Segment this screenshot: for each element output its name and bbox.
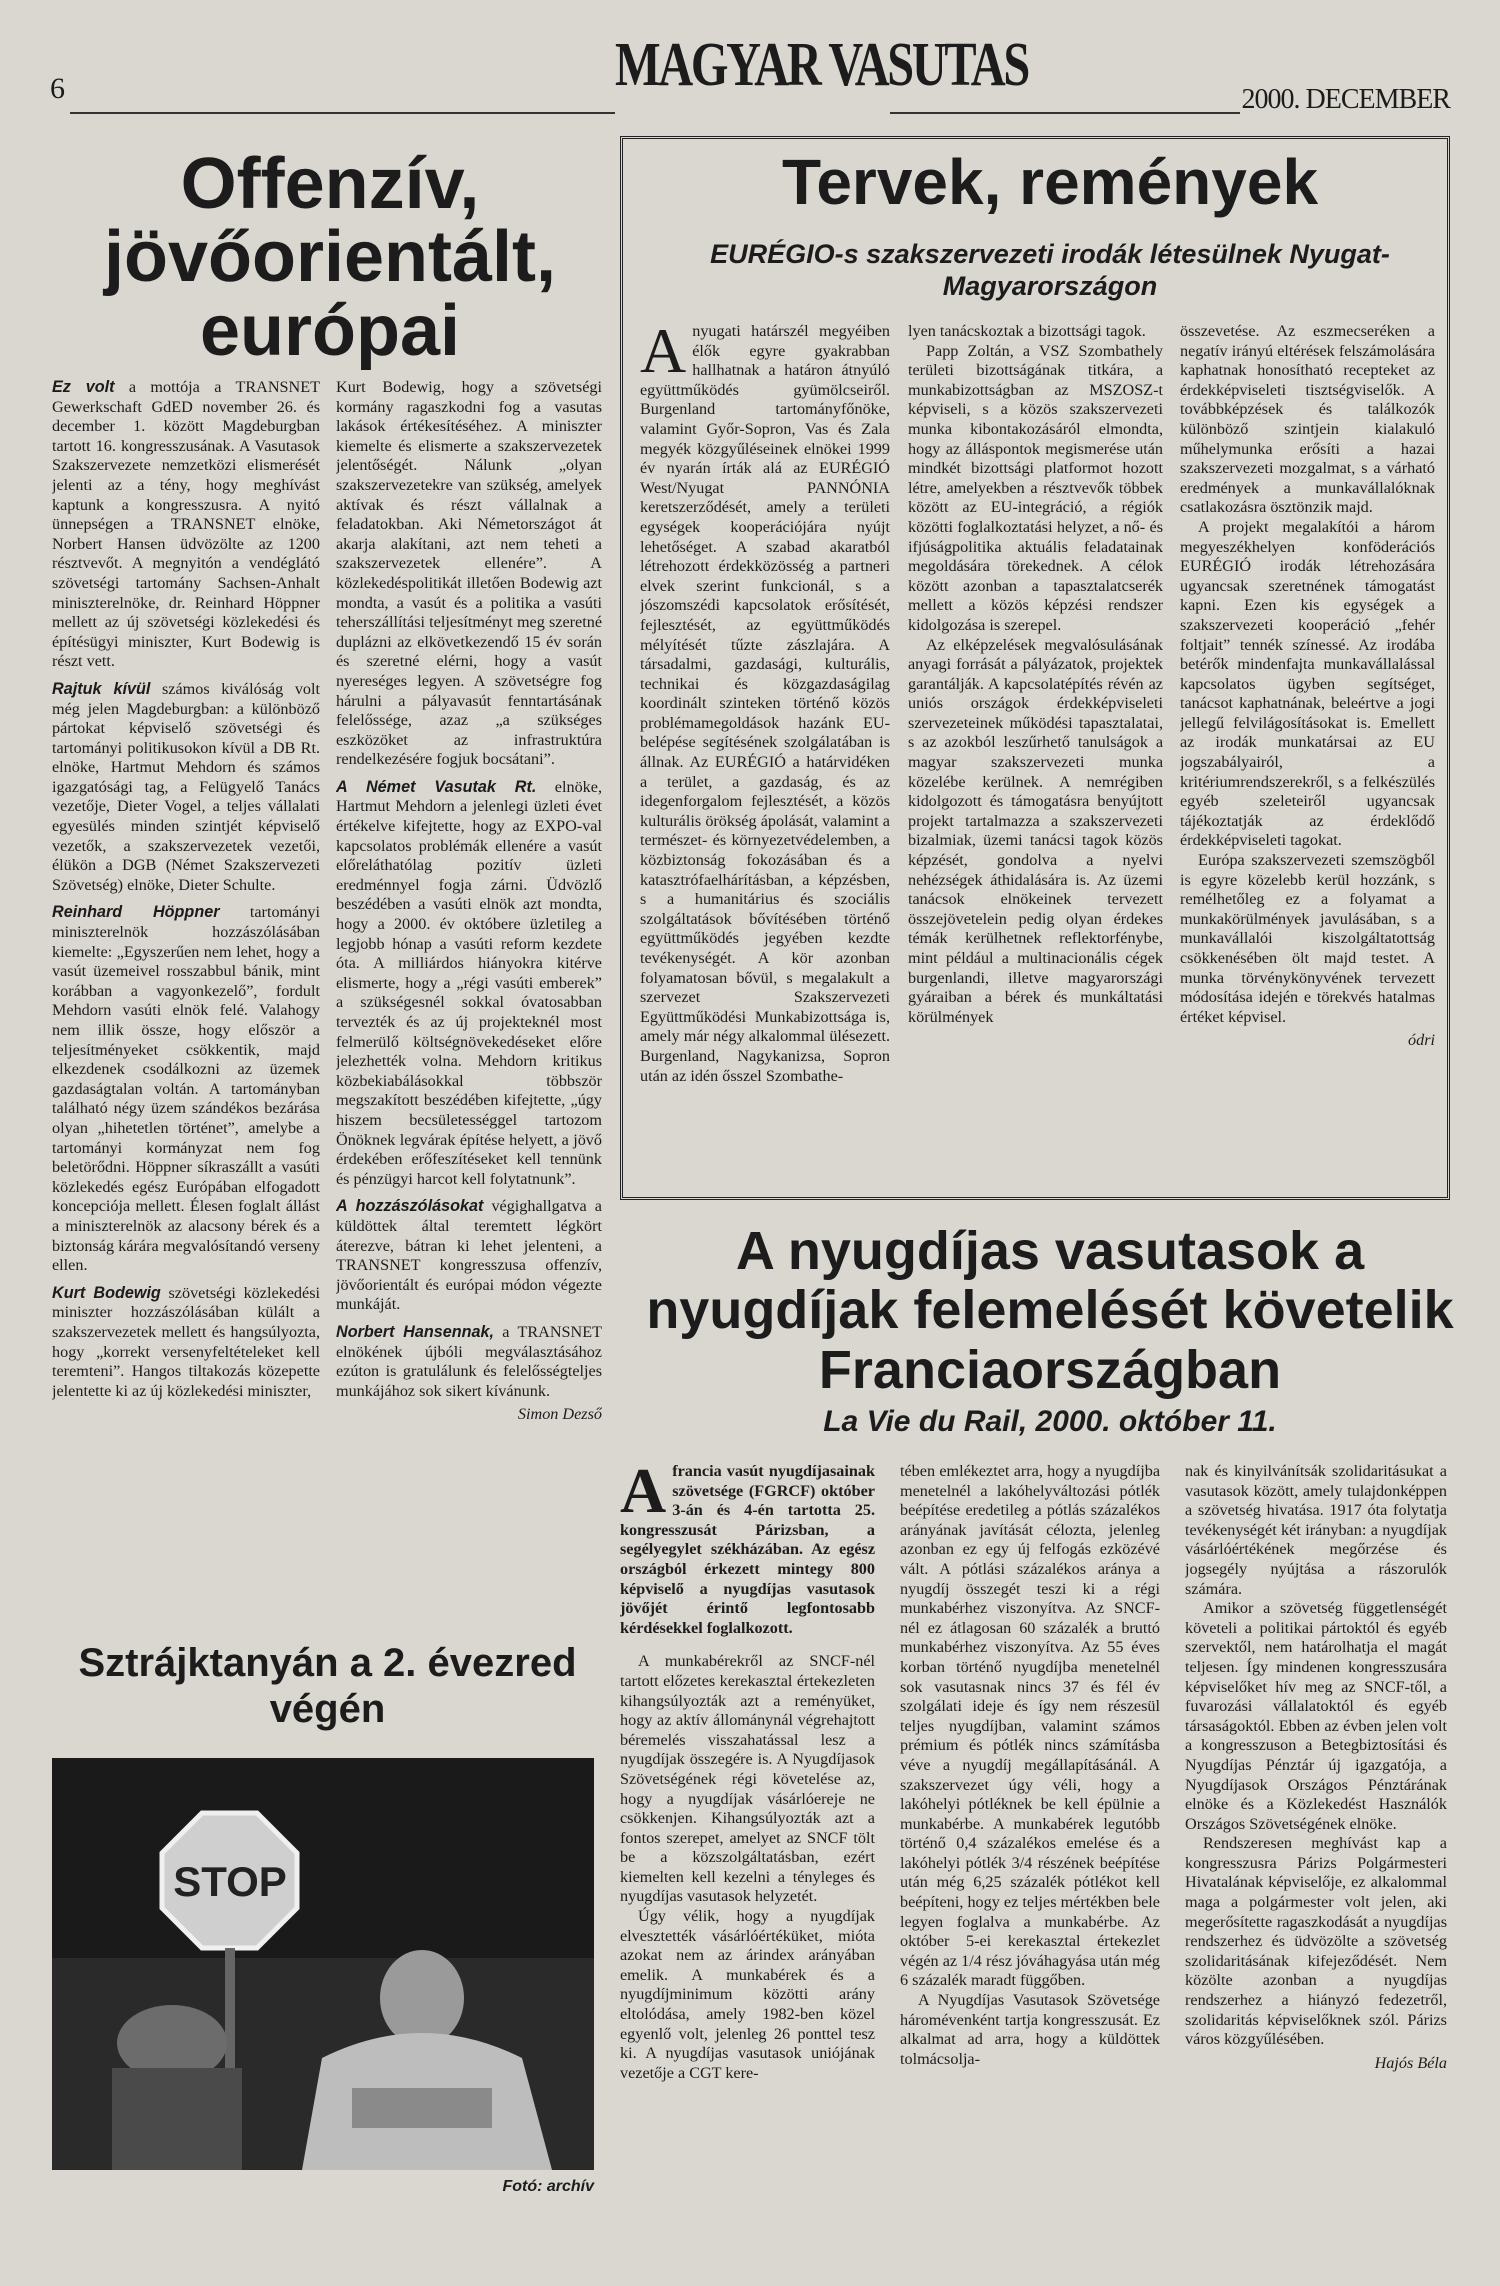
header-rule-right: [890, 112, 1240, 114]
masthead: MAGYAR VASUTAS: [615, 31, 1028, 99]
nyugdijas-lead: Afrancia vasút nyugdíjasainak szövetsége (FGRCF) október 3-án és 4-én tartotta 25. kongresszusát Párizsban, a segélyegylet székházában. Az egész országból érkezett mintegy 800 képviselő a nyugdíjas vasutasok jövőjét érintő legfontosabb kérdésekkel foglalkozott.: [620, 1462, 875, 1637]
issue-date: 2000. DECEMBER: [1241, 84, 1450, 115]
tervek-paragraph: Az elképzelések megvalósulásának anyagi forrását a pályázatok, projektek garantálják. A kapcsolatépítés révén az uniós országok érdekképviseleti szervezeteinek működési tapasztalatai, s az azokból leszűrhető tanulságok a magyar szakszervezeti munka közelébe kerülnek. A nemrégiben kidolgozott és támogatásra benyújtott projekt tartalmazza a szakszervezeti bizalmiak, üzemi tanácsi tagok közös képzését, gondolva a nyelvi nehézségek áthidalására is. Az üzemi tanácsok elnökeinek tervezett összejövetelein pedig olyan érdekes témák kerülhetnek reflektorfénybe, mint például a multinacionális cégek burgenlandi, illetve magyarországi gyáraiban a bérek és munkáltatási körülmények: [908, 635, 1163, 1026]
tervek-headline: Tervek, remények: [781, 146, 1319, 218]
nyugdijas-headline: A nyugdíjas vasutasok a nyugdíjak felemelését követelik Franciaországban: [646, 1221, 1454, 1400]
tervek-subheadline: EURÉGIO-s szakszervezeti irodák létesülnek Nyugat-Magyarországon: [710, 239, 1390, 302]
nyugdijas-paragraph: Úgy vélik, hogy a nyugdíjak elvesztették vásárlóértéküket, mióta azokat nem az árindex arányában emelik. A munkabérek és a nyugdíjminimum közötti arány eltolódása, amely 1982-ben közel egyenlő volt, jelenleg 26 ponttel tesz ki. A nyugdíjas vasutasok uniójának vezetője a CGT kere-: [620, 1907, 875, 2082]
tervek-column-2: [908, 322, 1163, 1192]
nyugdijas-signature: Hajós Béla: [1374, 2053, 1447, 2072]
nyugdijas-source: La Vie du Rail, 2000. október 11.: [823, 1405, 1277, 1438]
offenziv-paragraph: Ez volt a mottója a TRANSNET Gewerkschaft GdED november 26. és december 1. között Magdeburgban tartott 16. kongresszusának. A Vasutasok Szakszervezete nemzetközi elismerését jelenti az a tény, hogy meghívást kaptunk a kongresszusra. A nyitó ünnepségen a TRANSNET elnöke, Norbert Hansen üdvözölte az 1200 résztvevőt. A megnyitón a vendéglátó szövetségi tartomány Sachsen-Anhalt miniszterelnöke, dr. Reinhard Höppner mellett az új szövetségi közlekedési és építésügyi miniszter, Kurt Bodewig is részt vett.: [52, 378, 320, 671]
offenziv-column-1: [52, 378, 320, 1608]
dropcap: A: [640, 322, 687, 386]
offenziv-column-2: [336, 378, 602, 1618]
nyugdijas-column-3: [1185, 1462, 1447, 2262]
nyugdijas-paragraph: Rendszeresen meghívást kap a kongresszusra Párizs Polgármesteri Hivatalának képviselője, ez alkalommal maga a polgármester volt jelen, aki megerősítette ragaszkodását a nyugdíjas rendszerhez és üdvözölte a szövetség szolidaritásának kifejeződését. Nem közölte azonban a nyugdíjas rendszerhez a hiányzó fedezetről, szolidaritás képviselőknek szól. Párizs város közgyűlésében.: [1185, 1834, 1447, 2049]
offenziv-paragraph: A hozzászólásokat végighallgatva a küldöttek által teremtett légkört áterezve, bátran ki lehet jelenteni, a TRANSNET kongresszusa offenzív, jövőorientált és európai módon végezte munkáját.: [336, 1197, 602, 1314]
strike-photo-illustration: [52, 1758, 594, 2170]
tervek-column-1: [640, 322, 890, 1192]
tervek-paragraph: Európa szakszervezeti szemszögből is egyre közelebb kerül hozzánk, s remélhetőleg ez a folyamat a munkakörülmények javulásában, s a munkavállalói kiszolgáltatottság csökkenésében ölt majd testet. A munka törvénykönyvének tervezett módosítása idején e törekvés hatalmas értéket képvisel.: [1180, 851, 1435, 1026]
offenziv-paragraph: Rajtuk kívül számos kiválóság volt még jelen Magdeburgban: a különböző pártokat képviselő szövetségi és tartományi politikusokon kívül a DB Rt. elnöke, Hartmut Mehdorn és számos igazgatósági tag, a Felügyelő Tanács vezetője, Dieter Vogel, a teljes vállalati egyesülés minden szintjét képviselő vezetők, a szakszervezetek vezetői, élükön a DGB (Német Szakszervezeti Szövetség) elnöke, Dieter Schulte.: [52, 679, 320, 894]
nyugdijas-paragraph: A munkabérekről az SNCF-nél tartott előzetes kerekasztal értekezleten kihangsúlyozták azt a reményüket, hogy az aktív állománynál végrehajtott béremelés visszahatással lesz a nyugdíjak összegére is. A Nyugdíjasok Szövetségének régi követelése az, hogy a nyugdíjak vásárlóereje ne csökkenjen. Kihangsúlyozták azt a fontos szerepet, amelyet az SNCF tölt be a közszolgáltatásban, ezért kiemelten kell kezelni a tényleges és nyugdíjas vasutasok helyzetét.: [620, 1652, 875, 1906]
tervek-paragraph: Anyugati határszél megyéiben élők egyre gyakrabban hallhatnak a határon átnyúló együttműködés gyümölcseiről. Burgenland tartományfőnöke, valamint Győr-Sopron, Vas és Zala megyék közgyűléseinek elnökei 1999 év nyarán írták alá az EURÉGIÓ West/Nyugat PANNÓNIA keretszerződését, amely a területi egységek kooperációjára nyújt lehetőséget. A szabad akaratból létrehozott érdekközösség a partneri elvek szerint funkcionál, s a jószomszédi kapcsolatok erősítését, fejlesztését, az együttműködés mélyítését tűzte zászlajára. A társadalmi, gazdasági, kulturális, technikai és közgazdaságilag koordinált szinteken történő közös problémamegoldások hazánk EU-belépése segítésének szolgálatában is állnak. Az EURÉGIÓ a határvidéken a terület, a gazdaság, és az idegenforgalom fejlesztését, a közös kulturális örökség ápolását, valamint a természet- és környezetvédelemben, a közbiztonság fokozásában és a katasztrófaelhárításban, a képzésben, s a humanitárius és szociális szolgáltatások bővítésében történő együttműködés jegyében kezdte tevékenységét. A kör azonban folyamatosan bővül, s megalakult a szervezet Szakszervezeti Együttműködési Munkabizottsága is, amely már négy alkalommal ülésezett. Burgenland, Nagykanizsa, Sopron után az idén ősszel Szombathe-: [640, 322, 890, 1085]
nyugdijas-column-2: [900, 1462, 1160, 2262]
nyugdijas-paragraph: Amikor a szövetség függetlenségét követeli a politikai pártoktól és egyéb szervektől, nem határolhatja el magát teljesen. Így mindenen kongresszusára képviselőket hív meg az SNCF-től, a fuvarozási vállalatoktól és egyéb társaságoktól. Ebben az évben jelen volt a kongresszuson a Betegbiztosítási és Nyugdíjas Pénztár új igazgatója, a Nyugdíjasok Országos Pénztárának elnöke és a Közlekedést Használók Országos Szövetségének elnöke.: [1185, 1599, 1447, 1833]
dropcap: A: [620, 1462, 667, 1526]
nyugdijas-paragraph: tében emlékeztet arra, hogy a nyugdíjba menetelnél a lakóhelyváltozási pótlék beépítése eredetileg a pótlás százalékos arányának javítását célozta, jelenleg azonban ez egy új felfogás ezközévé vált. A pótlási százalékos aránya a nyugdíj összegét teszi ki a régi munkabérhez viszonyítva. Az SNCF-nél ez átlagosan 60 százalék a bruttó munkabérhez viszonyítva. Az 55 éves korban történő nyugdíjba menetelnél sok vasutasnak nincs 37 és fél év szolgálati ideje és így nem részesül teljes nyugdíjban, valamint számos prémium és pótlék nincs számításba véve a nyugdíj megállapításánál. A szakszervezet úgy véli, hogy a lakóhelyi pótléknek be kell épülnie a munkabérbe. A munkabérek legutóbb történő 0,4 százalékos emelése és a lakóhelyi pótlék 3/4 részének beépítése után még 6,25 százalék pótlékot kell beépíteni, hogy ez teljes mértékben bele legyen foglalva a munkabérbe. Az október 5-ei kerekasztal értekezlet végén az 1/4 rész jóváhagyása után még 6 százalék maradt függőben.: [900, 1462, 1160, 1990]
tervek-signature: ódri: [1408, 1031, 1435, 1050]
offenziv-headline: Offenzív, jövőorientált, európai: [103, 144, 557, 371]
nyugdijas-paragraph: nak és kinyilvánítsák szolidaritásukat a vasutasok között, amely tulajdonképpen a szövetség hivatása. 1917 óta folytatja tevékenységét két irányban: a nyugdíjak vásárlóértékének megőrzése és jogsegély nyújtása a rászorulók számára.: [1185, 1462, 1447, 1598]
nyugdijas-column-1: [620, 1462, 875, 2262]
photo-credit: Fotó: archív: [502, 2178, 594, 2195]
offenziv-paragraph: Reinhard Höppner tartományi miniszterelnök hozzászólásában kiemelte: „Egyszerűen nem lehet, hogy a vasút üzemeivel rosszabbul bánik, mint korábban a vagyonkezelő”, fordult Mehdorn vasúti elnök felé. Valahogy nem illik össze, hogy először a teljesítményeket csökkentik, majd elkezdenek csodálkozni az üzemek gazdaságtalan voltán. A tartományban található négy üzem szándékos bezárása olyan „hihetetlen történet”, amelybe a tartományi kormányzat nem fog beletörődni. Höppner síkraszállt a vasúti közlekedés egész Európában elfogadott koncepciója mellett. Élesen foglalt állást a miniszterelnök az alacsony bérek és a biztonság kárára megvalósítandó verseny ellen.: [52, 903, 320, 1275]
offenziv-paragraph: Kurt Bodewig szövetségi közlekedési miniszter hozzászólásában külált a szakszervezetek mellett és hangsúlyozta, hogy „korrekt versenyfeltételeket kell teremteni”. Hangos tiltakozás közepette jelentette ki az új közlekedési miniszter,: [52, 1283, 320, 1400]
nyugdijas-paragraph: A Nyugdíjas Vasutasok Szövetsége háromévenként tartja kongresszusát. Ez alkalmat ad arra, hogy a küldöttek tolmácsolja-: [900, 1991, 1160, 2068]
stop-sign-text: STOP: [173, 1858, 287, 1905]
tervek-paragraph: Papp Zoltán, a VSZ Szombathely területi bizottságának titkára, a munkabizottságban az MSZOSZ-t képviseli, s a közös szakszervezeti munka kibontakozásáról elmondta, hogy az álláspontok megismerése után mindkét bizottsági platformot hozott létre, amelyekben a résztvevők többek között az EU-integráció, a régiók közötti foglalkoztatási helyzet, a nő- és ifjúságpolitika aktuális feladatainak megoldására törekednek. A célok között azonban a tapasztalatcserék mellett a közös képzési rendszer kidolgozása is szerepel.: [908, 341, 1163, 634]
tervek-paragraph: A projekt megalakítói a három megyeszékhelyen konföderációs EURÉGIÓ irodák létrehozására ugyancsak szeretnének támogatást kapni. Ezen kis egységek a szakszervezeti kooperáció „fehér foltjait” tennék színessé. Az irodába betérők mindenfajta munkavállalással kapcsolatos ügyben segítséget, tanácsot kaphatnának, beleértve a jogi jellegű felvilágosításokat is. Emellett az irodák munkatársai az EU jogszabályairól, a kritériumrendszerekről, s a felkészülés egyéb szeleteiről ugyancsak tájékoztatják az érdeklődő érdekképviseleti tagokat.: [1180, 517, 1435, 850]
strike-photo: [52, 1758, 594, 2170]
tervek-column-3: [1180, 322, 1435, 1192]
offenziv-signature: Simon Dezső: [517, 1405, 602, 1424]
header-rule-left: [70, 112, 615, 114]
sztrajk-headline: Sztrájktanyán a 2. évezred végén: [78, 1641, 577, 1731]
offenziv-paragraph: Norbert Hansennak, a TRANSNET elnökének újbóli megválasztásához ezúton is gratulálunk és felelősségteljes munkájához sok sikert kívánunk.: [336, 1322, 602, 1400]
page-number: 6: [50, 72, 65, 105]
offenziv-paragraph: A Német Vasutak Rt. elnöke, Hartmut Mehdorn a jelenlegi üzleti évet értékelve kifejtette, hogy az EXPO-val kapcsolatos problémák ellenére a vasút előreláthatólag pozitív üzleti eredménnyel fogja zárni. Üdvözlő beszédében a vasúti elnök azt mondta, hogy a 2000. év októbere üzletileg a legjobb hónap a vasúti reform kezdete óta. A milliárdos hiányokra kitérve elismerte, hogy a „régi vasúti emberek” a szükségesnél sokkal óvatosabban tervezték és az új projekteknél most felmerülő költségnövekedéseket előre jelezhették volna. Mehdorn kritikus közbekiabálásokkal többször megszakított beszédében kifejtette, „úgy hiszem becsületességgel tartozom Önöknek legvárak építése helyett, a jövő érdekében erőfeszítéseket kell tennünk és pénzügyi harcot kell folytatnunk”.: [336, 777, 602, 1188]
tervek-paragraph: lyen tanácskoztak a bizottsági tagok.: [908, 322, 1146, 340]
tervek-paragraph: összevetése. Az eszmecseréken a negatív irányú eltérések felszámolására kaphatnak honosítható recepteket az érdekképviseleti tisztségviselők. A továbbképzések és találkozók különböző szintjein kialakuló műhelymunka erősíti a hazai szakszervezeti mozgalmat, s a várható eredmények a munkavállalóknak csatlakozásra ösztönzik majd.: [1180, 322, 1435, 517]
offenziv-paragraph: Kurt Bodewig, hogy a szövetségi kormány ragaszkodni fog a vasutas lakások értékesítéséhez. A miniszter kiemelte és elismerte a szakszervezetek jelentőségét. Nálunk „olyan szakszervezetekre van szükség, amelyek aktívak és részt vállalnak a feladatokban. Aki Németországot át akarja alakítani, azt nem teheti a szakszervezetek ellenére”. A közlekedéspolitikát illetően Bodewig azt mondta, a vasút és a politika a vasúti teherszállítási teljesítményt meg szeretné dupláznі az elkövetkezendő 15 év során és szeretné elérni, hogy a vasút nyereséges legyen. A szövetségre fog hárulni a pályavasút fenntartásának felelőssége, azaz „a szükséges eszközöket az infrastruktúra rendelkezésére fogjuk bocsátani”.: [336, 378, 602, 769]
